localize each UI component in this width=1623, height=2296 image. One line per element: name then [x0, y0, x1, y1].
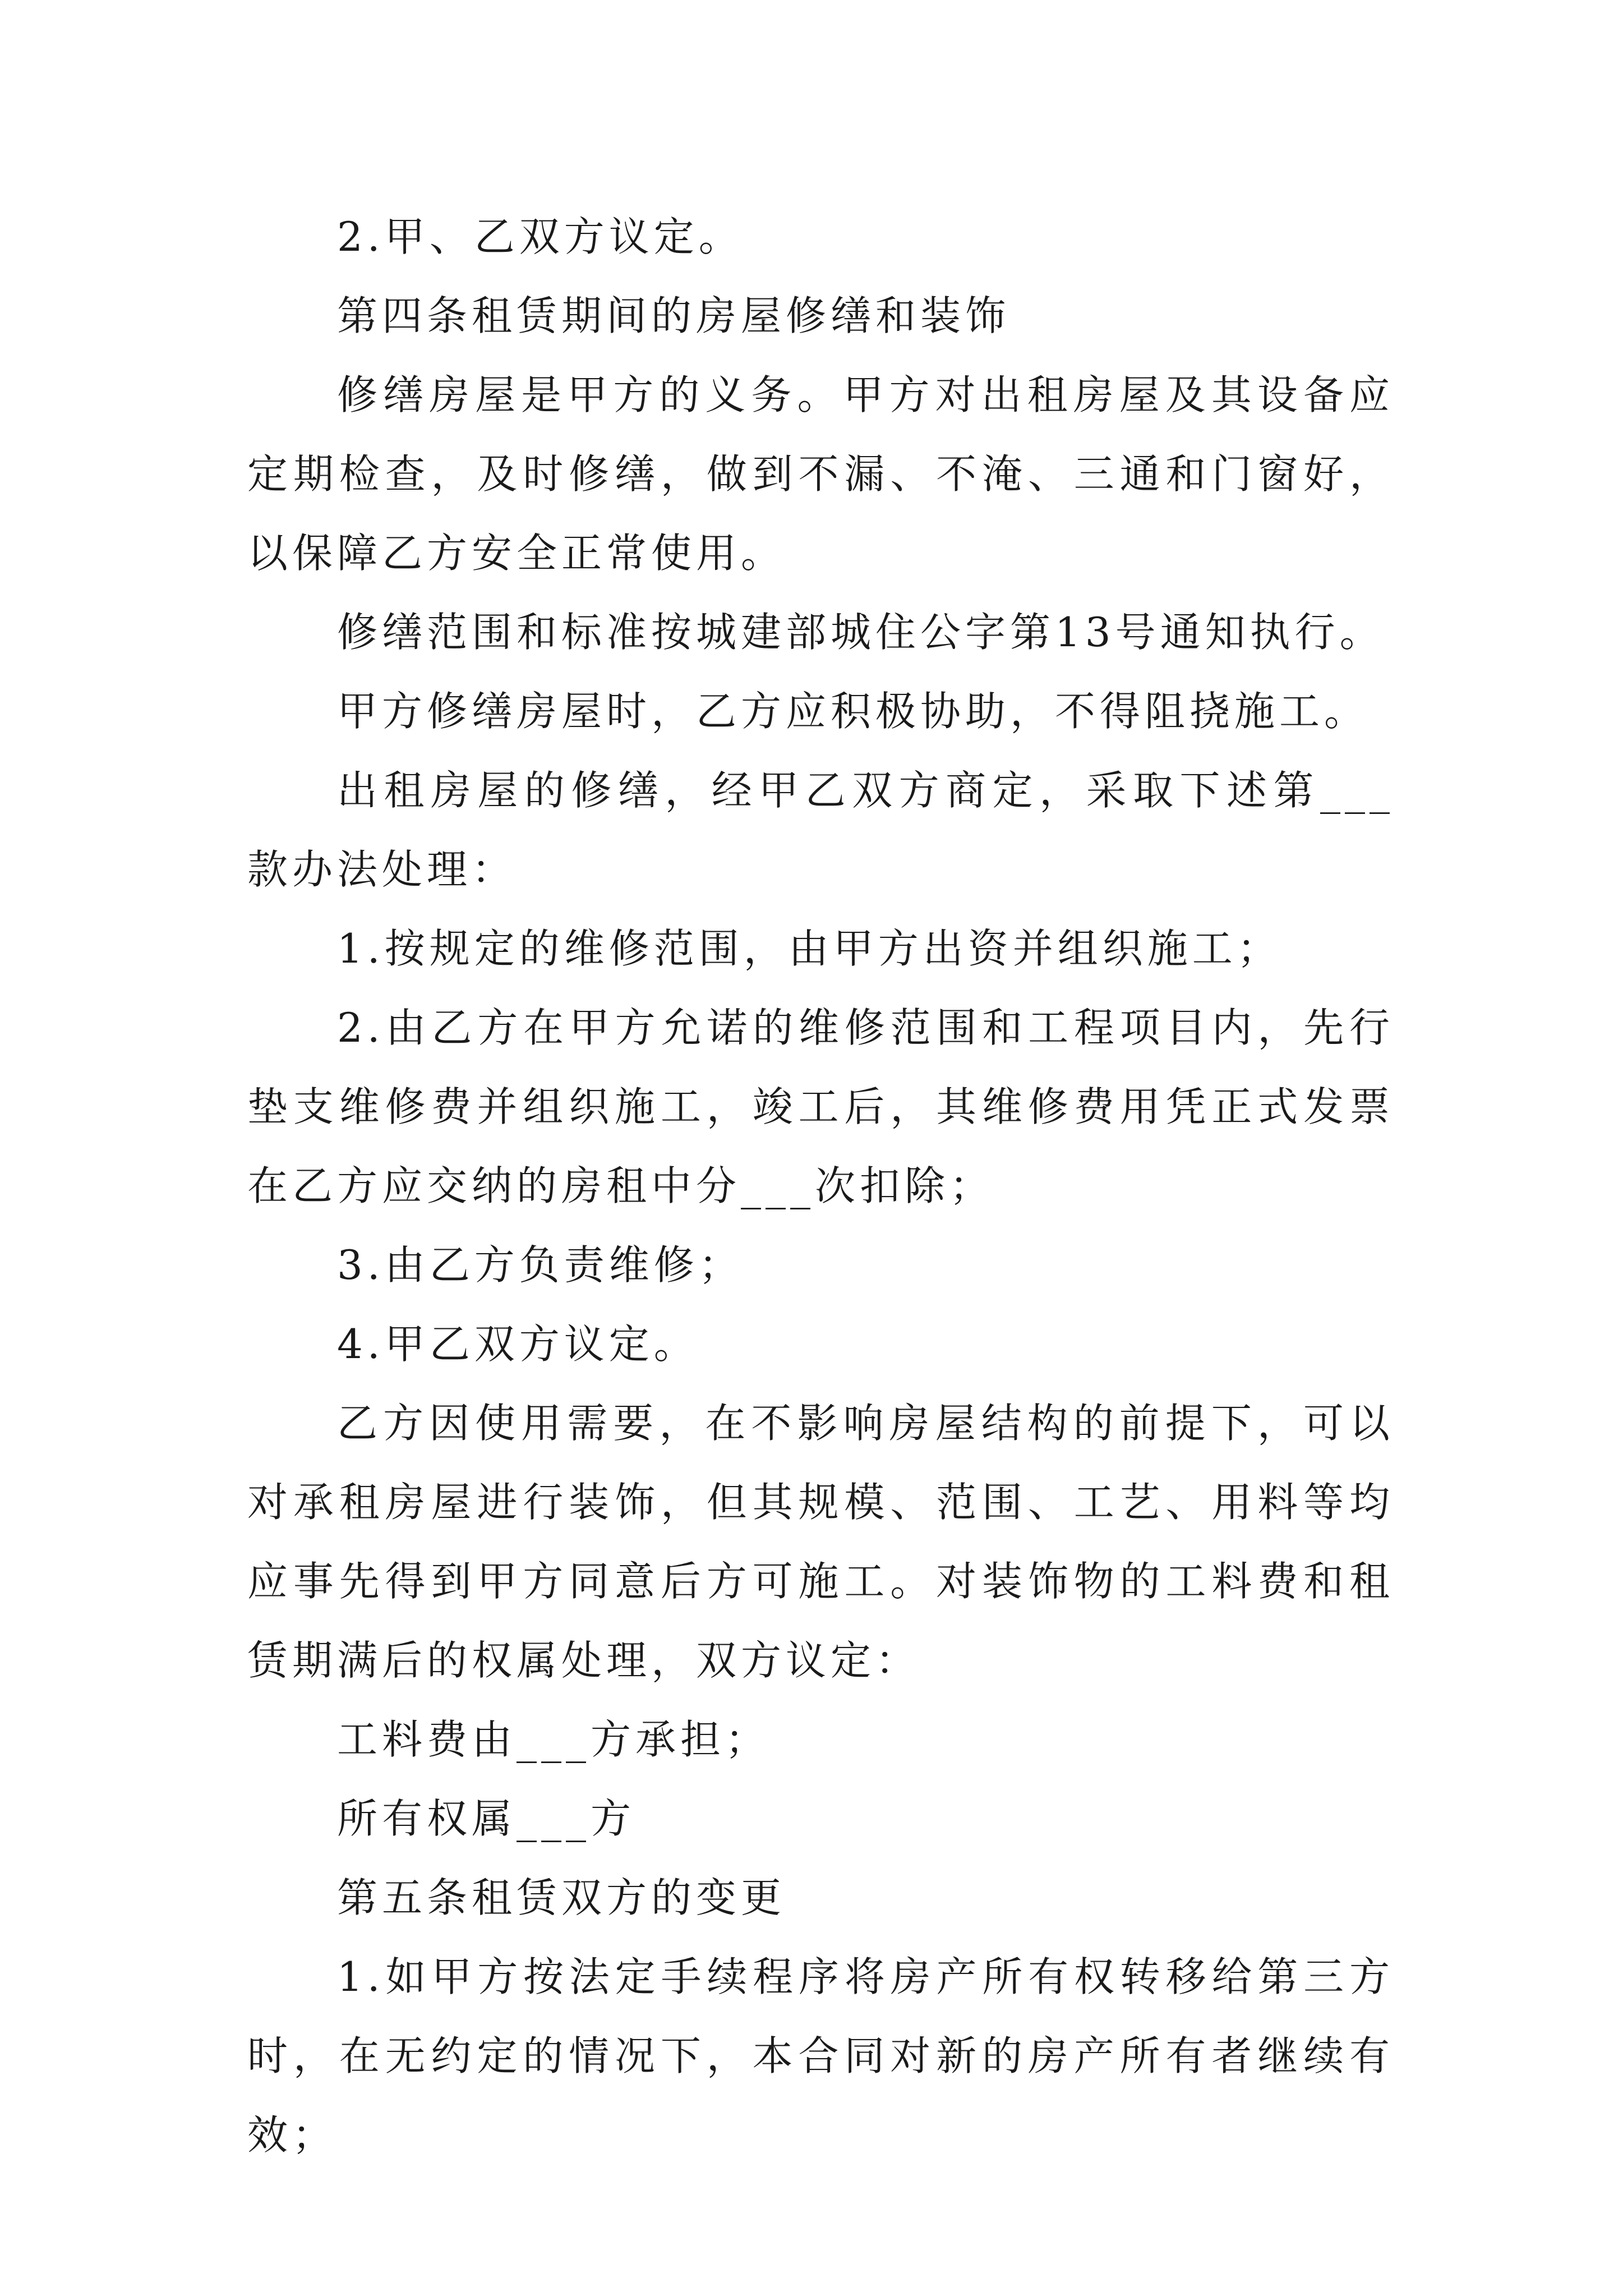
list-item: 1.按规定的维修范围，由甲方出资并组织施工；	[337, 925, 1282, 972]
paragraph: 所有权属___方	[337, 1795, 636, 1842]
list-item: 3.由乙方负责维修；	[337, 1241, 744, 1289]
paragraph: 甲方修缮房屋时，乙方应积极协助，不得阻挠施工。	[337, 688, 1370, 735]
paragraph: 修缮范围和标准按城建部城住公字第13号通知执行。	[337, 609, 1385, 656]
list-item: 4.甲乙双方议定。	[337, 1320, 699, 1368]
list-item: 1.如甲方按法定手续程序将房产所有权转移给第三方时，在无约定的情况下，本合同对新的房产所有者继续有效；	[247, 1953, 1394, 2159]
paragraph: 工料费由___方承担；	[337, 1716, 771, 1763]
paragraph: 2.甲、乙双方议定。	[337, 213, 744, 260]
paragraph: 出租房屋的修缮，经甲乙双方商定，采取下述第___款办法处理：	[247, 767, 1394, 893]
list-item: 2.由乙方在甲方允诺的维修范围和工程项目内，先行垫支维修费并组织施工，竣工后，其维修费用凭正式发票在乙方应交纳的房租中分___次扣除；	[247, 1004, 1394, 1209]
section-heading: 第四条租赁期间的房屋修缮和装饰	[337, 292, 1011, 339]
section-heading: 第五条租赁双方的变更	[337, 1874, 786, 1921]
paragraph: 修缮房屋是甲方的义务。甲方对出租房屋及其设备应定期检查，及时修缮，做到不漏、不淹、三通和门窗好，以保障乙方安全正常使用。	[247, 371, 1394, 577]
document-body	[247, 197, 1394, 2175]
paragraph: 乙方因使用需要，在不影响房屋结构的前提下，可以对承租房屋进行装饰，但其规模、范围、工艺、用料等均应事先得到甲方同意后方可施工。对装饰物的工料费和租赁期满后的权属处理，双方议定：	[247, 1400, 1394, 1684]
